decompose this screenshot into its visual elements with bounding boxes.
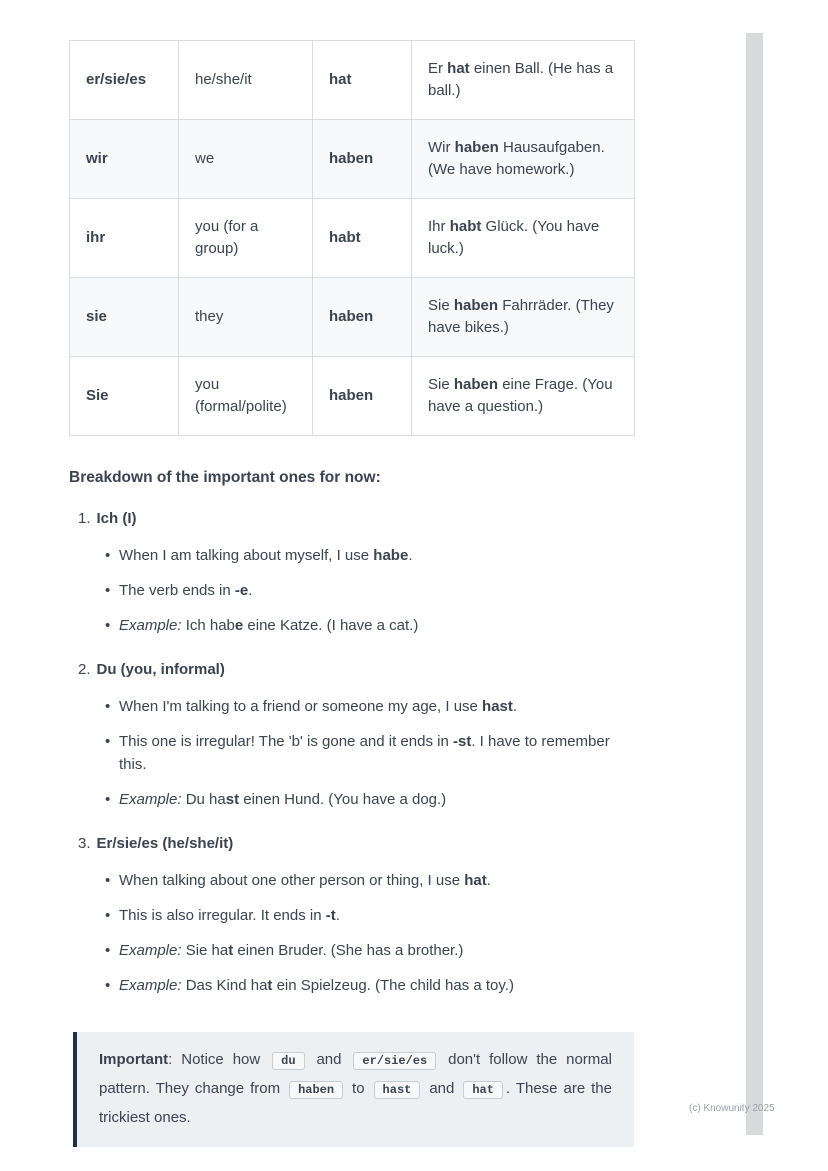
cell-example <box>412 120 635 199</box>
bullet-item <box>69 695 634 718</box>
text-segment: einen Bruder. (She has a brother.) <box>233 942 464 959</box>
list-number: 3. <box>78 835 91 852</box>
bullet-item <box>69 939 634 962</box>
text-segment: hast <box>482 698 513 715</box>
inline-code: haben <box>289 1081 343 1099</box>
cell-pronoun: wir <box>70 120 179 199</box>
breakdown-heading: Breakdown of the important ones for now: <box>69 469 381 486</box>
text-segment: Das Kind ha <box>181 977 268 994</box>
bullet-item <box>69 869 634 892</box>
cell-form: haben <box>313 357 412 436</box>
text-segment: t <box>228 942 234 959</box>
scrollbar[interactable] <box>746 33 763 1135</box>
text-segment: e <box>234 617 244 634</box>
bullet-list <box>69 869 634 997</box>
text-segment: Er <box>428 60 448 77</box>
text-segment: and <box>423 1080 461 1097</box>
text-segment: . <box>512 698 518 715</box>
bullet-item <box>69 730 634 776</box>
text-segment: haben <box>453 297 499 314</box>
cell-example <box>412 357 635 436</box>
text-segment: Fahrräder. (They have bikes.) <box>428 297 614 336</box>
list-title: Er/sie/es (he/she/it) <box>96 835 234 852</box>
text-segment: hat <box>464 872 487 889</box>
text-segment: haben <box>454 139 499 156</box>
cell-example <box>412 278 635 357</box>
bullet-item <box>69 788 634 811</box>
text-segment: . <box>248 582 253 599</box>
text-segment: Ich hab <box>181 617 235 634</box>
text-segment: . <box>486 872 491 889</box>
list-title: Du (you, informal) <box>96 661 225 678</box>
cell-english: he/she/it <box>179 41 313 120</box>
text-segment: einen Hund. (You have a dog.) <box>239 791 447 808</box>
text-segment: Example: <box>119 617 182 634</box>
cell-example <box>412 41 635 120</box>
cell-english: they <box>179 278 313 357</box>
inline-code: er/sie/es <box>353 1052 436 1070</box>
text-segment: -t <box>325 907 336 924</box>
inline-code: hat <box>463 1081 503 1099</box>
cell-pronoun: er/sie/es <box>70 41 179 120</box>
cell-english: you (for a group) <box>179 199 313 278</box>
cell-form: hat <box>313 41 412 120</box>
text-segment: einen Ball. (He has a ball.) <box>428 60 614 99</box>
breakdown-list <box>69 508 634 997</box>
text-segment: When I am talking about myself, I use <box>119 547 374 564</box>
text-segment: Glück. (You have luck.) <box>428 218 600 257</box>
list-item-du <box>69 659 634 811</box>
text-segment: This one is irregular! The 'b' is gone and it ends in <box>119 733 453 750</box>
text-segment: hat <box>447 60 470 77</box>
text-segment: eine Katze. (I have a cat.) <box>243 617 419 634</box>
bullet-list <box>69 695 634 811</box>
text-segment: : Notice how <box>168 1051 270 1068</box>
bullet-item <box>69 614 634 637</box>
text-segment: Example: <box>119 977 182 994</box>
text-segment: st <box>225 791 240 808</box>
text-segment: . <box>335 907 340 924</box>
text-segment: t <box>267 977 273 994</box>
text-segment: When talking about one other person or thing, I use <box>119 872 465 889</box>
text-segment: eine Frage. (You have a question.) <box>428 376 613 415</box>
text-segment: . <box>408 547 413 564</box>
table-row <box>70 278 635 357</box>
cell-pronoun: sie <box>70 278 179 357</box>
table-row <box>70 120 635 199</box>
cell-form: habt <box>313 199 412 278</box>
list-item-header <box>69 833 634 855</box>
text-segment: Du ha <box>181 791 226 808</box>
text-segment: Wir <box>428 139 455 156</box>
bullet-item <box>69 974 634 997</box>
bullet-list <box>69 544 634 637</box>
cell-form: haben <box>313 120 412 199</box>
list-item-header <box>69 659 634 681</box>
cell-example <box>412 199 635 278</box>
text-segment: Sie ha <box>181 942 229 959</box>
cell-pronoun: ihr <box>70 199 179 278</box>
text-segment: haben <box>453 376 499 393</box>
list-item-er-sie-es <box>69 833 634 997</box>
list-item-ich <box>69 508 634 637</box>
text-segment: Hausaufgaben. (We have homework.) <box>428 139 605 178</box>
bullet-item <box>69 544 634 567</box>
table-row <box>70 199 635 278</box>
text-segment: Example: <box>119 942 182 959</box>
text-segment: -e <box>234 582 249 599</box>
text-segment: . I have to remember this. <box>119 733 610 773</box>
text-segment: ein Spielzeug. (The child has a toy.) <box>272 977 514 994</box>
text-segment: don't follow the normal pattern. They change from <box>99 1051 612 1097</box>
text-segment: and <box>307 1051 351 1068</box>
inline-code: hast <box>374 1081 421 1099</box>
text-segment: Ihr <box>428 218 450 235</box>
text-segment: This is also irregular. It ends in <box>119 907 326 924</box>
list-number: 2. <box>78 661 91 678</box>
text-segment: habt <box>449 218 482 235</box>
cell-english: we <box>179 120 313 199</box>
cell-english: you (formal/polite) <box>179 357 313 436</box>
text-segment: Sie <box>428 297 454 314</box>
text-segment: Example: <box>119 791 182 808</box>
bullet-item <box>69 904 634 927</box>
text-segment: When I'm talking to a friend or someone my age, I use <box>119 698 483 715</box>
text-segment: habe <box>373 547 409 564</box>
important-callout <box>73 1032 634 1147</box>
watermark: (c) Knowunity 2025 <box>689 1103 775 1114</box>
text-segment: Important <box>99 1051 169 1068</box>
conjugation-table <box>69 40 635 436</box>
text-segment: The verb ends in <box>119 582 235 599</box>
page-content <box>69 40 634 1147</box>
inline-code: du <box>272 1052 304 1070</box>
text-segment: . These are the trickiest ones. <box>99 1080 612 1126</box>
table-row <box>70 41 635 120</box>
list-title: Ich (I) <box>96 510 137 527</box>
table-row <box>70 357 635 436</box>
text-segment: to <box>346 1080 371 1097</box>
text-segment: -st <box>452 733 472 750</box>
cell-pronoun: Sie <box>70 357 179 436</box>
list-number: 1. <box>78 510 91 527</box>
bullet-item <box>69 579 634 602</box>
list-item-header <box>69 508 634 530</box>
text-segment: Sie <box>428 376 454 393</box>
cell-form: haben <box>313 278 412 357</box>
